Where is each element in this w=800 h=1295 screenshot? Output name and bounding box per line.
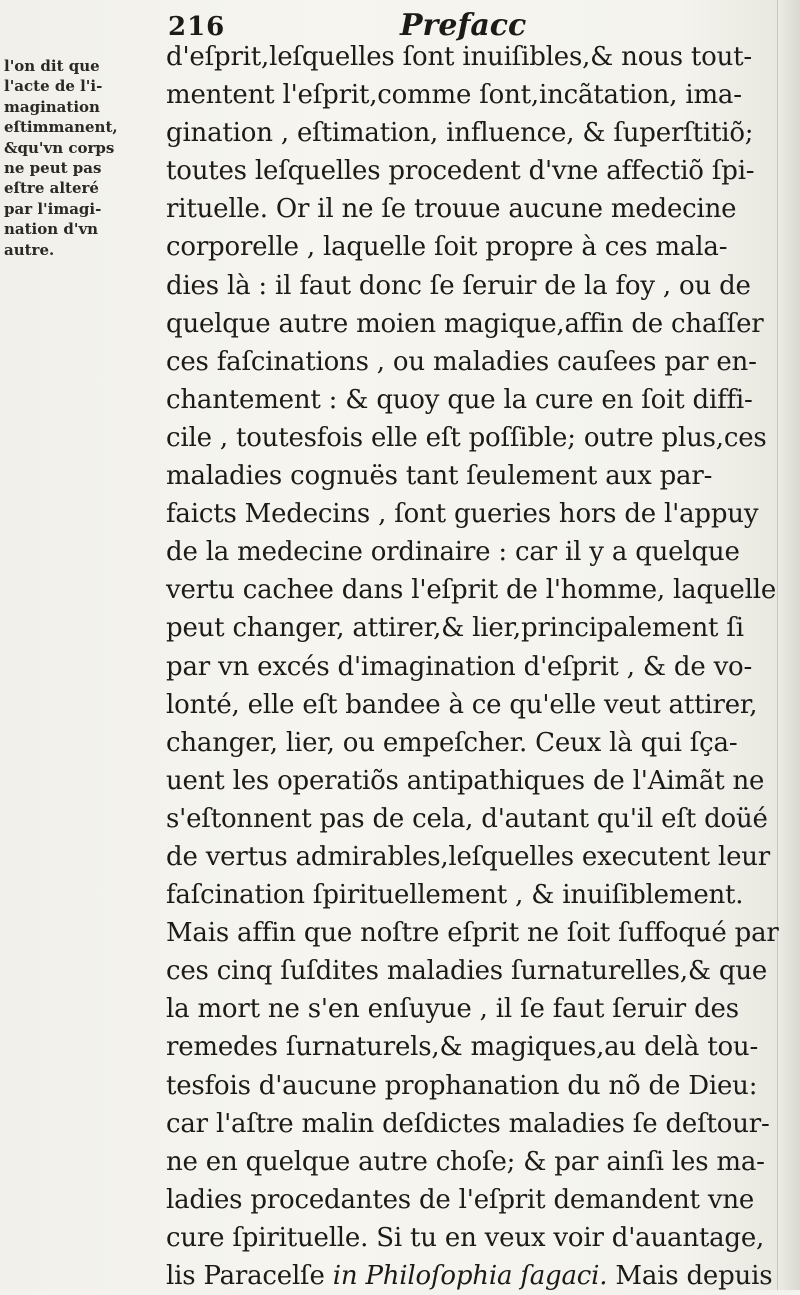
margin-note-line: nation d'vn <box>4 220 99 239</box>
margin-note <box>4 56 156 260</box>
text-line: uent les operatiõs antipathiques de l'Aimãt ne <box>166 765 765 796</box>
text-line: ces cinq ſuſdites maladies ſurnaturelles,& que <box>166 956 768 987</box>
text-line: par vn excés d'imagination d'eſprit , & de vo- <box>166 651 753 682</box>
text-line: faſcination ſpirituellement , & inuiſiblement. <box>166 880 744 911</box>
text-line: d'eſprit,leſquelles ſont inuiſibles,& nous tout- <box>166 42 753 72</box>
text-line-last-start: lis Paracelſe <box>166 1261 333 1291</box>
text-line: corporelle , laquelle ſoit propre à ces mala- <box>166 232 728 263</box>
margin-note-line: eſtre alteré <box>4 179 99 198</box>
text-line: ne en quelque autre choſe; & par ainſi les ma- <box>166 1146 765 1177</box>
text-line: de vertus admirables,leſquelles executent leur <box>166 841 771 872</box>
text-line: faicts Medecins , ſont gueries hors de l'appuy <box>166 499 759 530</box>
text-line: vertu cachee dans l'eſprit de l'homme, laquelle <box>166 575 777 606</box>
text-line-last <box>166 1257 786 1295</box>
text-line: dies là : il faut donc ſe ſeruir de la foy , ou de <box>166 270 751 301</box>
text-line: cure ſpirituelle. Si tu en veux voir d'auantage, <box>166 1222 765 1253</box>
text-line: la mort ne s'en enſuyue , il ſe faut ſeruir des <box>166 994 739 1025</box>
running-title: Prefacc <box>400 8 527 43</box>
italic-citation: in Philoſophia ſagaci. <box>332 1261 608 1291</box>
text-line: de la medecine ordinaire : car il y a quelque <box>166 537 740 568</box>
main-text <box>166 38 786 1295</box>
text-line: car l'aſtre malin deſdictes maladies ſe deſtour- <box>166 1108 770 1139</box>
page-number: 216 <box>168 12 226 42</box>
text-line: peut changer, attirer,& lier,principalement ſi <box>166 613 744 644</box>
text-line: tesfois d'aucune prophanation du nõ de Dieu: <box>166 1070 758 1101</box>
text-line: quelque autre moien magique,affin de chaſſer <box>166 308 764 339</box>
text-line-last-end: Mais depuis <box>607 1261 773 1291</box>
margin-note-line: l'acte de l'i- <box>4 77 103 96</box>
text-line: lonté, elle eſt bandee à ce qu'elle veut attirer, <box>166 689 758 720</box>
margin-note-line: eſtimmanent, <box>4 118 118 137</box>
text-line: Mais affin que noſtre eſprit ne ſoit ſuffoqué par <box>166 918 779 949</box>
margin-note-line: ne peut pas <box>4 159 102 178</box>
text-line: chantement : & quoy que la cure en ſoit diffi- <box>166 384 753 415</box>
margin-note-line: &qu'vn corps <box>4 138 115 157</box>
text-line: remedes ſurnaturels,& magiques,au delà tou- <box>166 1032 759 1063</box>
text-line: toutes leſquelles procedent d'vne affectiõ ſpi- <box>166 156 755 187</box>
text-line: rituelle. Or il ne ſe trouue aucune medecine <box>166 194 737 225</box>
text-line: changer, lier, ou empeſcher. Ceux là qui ſça- <box>166 727 738 758</box>
margin-note-line: magination <box>4 97 100 116</box>
text-line: maladies cognuës tant ſeulement aux par- <box>166 461 713 492</box>
text-line: s'eſtonnent pas de cela, d'autant qu'il eſt doüé <box>166 803 768 834</box>
margin-note-line: autre. <box>4 240 55 259</box>
text-line: cile , toutesfois elle eſt poſſible; outre plus,ces <box>166 422 767 453</box>
text-line: ladies procedantes de l'eſprit demandent vne <box>166 1184 755 1215</box>
text-line: mentent l'eſprit,comme ſont,incãtation, ima- <box>166 80 742 111</box>
margin-note-line: l'on dit que <box>4 57 100 75</box>
margin-note-line: par l'imagi- <box>4 199 102 218</box>
text-line: gination , eſtimation, influence, & ſuperſtitiõ; <box>166 118 754 149</box>
text-line: ces faſcinations , ou maladies cauſees par en- <box>166 346 757 377</box>
